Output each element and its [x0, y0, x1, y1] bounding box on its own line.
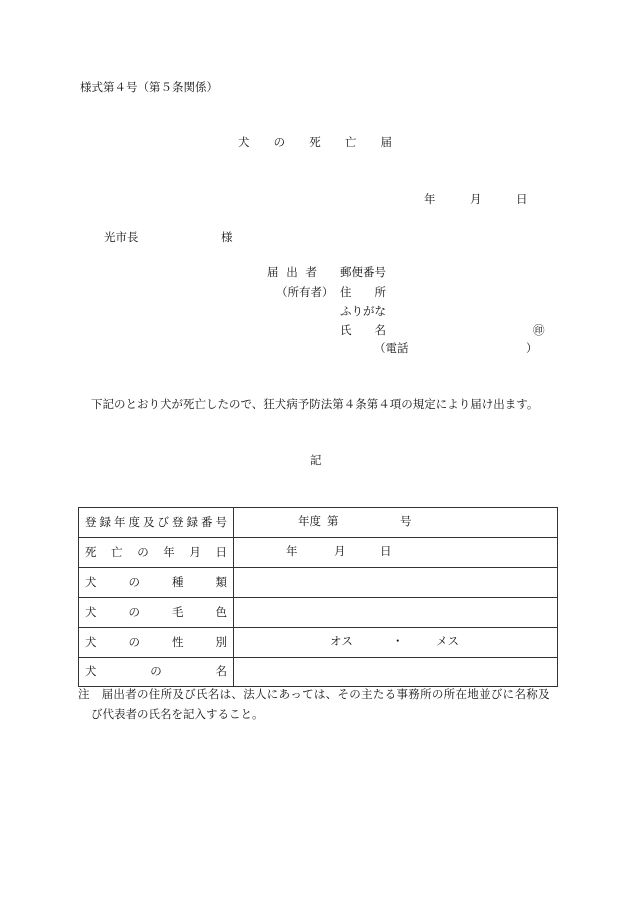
label-char: 登 — [172, 516, 184, 529]
table-row — [79, 598, 557, 628]
table-row — [79, 628, 557, 658]
label-char: 日 — [215, 546, 227, 559]
postal-code-label: 郵便番号 — [340, 267, 386, 279]
furigana-label: ふりがな — [340, 306, 386, 318]
death-year-label: 年 — [286, 546, 298, 558]
death-day-label: 日 — [380, 546, 392, 558]
ki-heading: 記 — [310, 455, 322, 467]
address-label — [340, 286, 386, 300]
label-char: 年 — [114, 516, 126, 529]
label-char: 録 — [186, 516, 198, 529]
label-char: 毛 — [172, 606, 184, 619]
breed-value-cell — [234, 568, 557, 597]
label-char: 号 — [215, 516, 227, 529]
coat-color-label — [85, 606, 227, 620]
label-char: 犬 — [238, 137, 250, 149]
registration-dai-label: 第 — [327, 516, 339, 528]
dog-name-value-cell — [234, 658, 557, 686]
phone-label-close: ） — [526, 343, 538, 355]
label-char: の — [128, 576, 140, 589]
seal-mark: ㊞ — [533, 325, 545, 337]
note-line-1: 注 届出者の住所及び氏名は、法人にあっては、その主たる事務所の所在地並びに名称及 — [78, 689, 550, 701]
date-year-label: 年 — [424, 194, 436, 206]
note-line-2: び代表者の氏名を記入すること。 — [91, 709, 264, 721]
form-title — [238, 136, 392, 150]
label-char: 録 — [99, 516, 111, 529]
label-char: 月 — [189, 546, 201, 559]
label-char: 届 — [267, 267, 279, 279]
row-label-cell — [79, 568, 234, 597]
name-label — [340, 324, 386, 338]
label-char: 年 — [163, 546, 175, 559]
registration-value-cell — [234, 508, 557, 537]
label-char: 登 — [85, 516, 97, 529]
notifier-label — [267, 266, 317, 280]
sex-male-option: オス — [330, 636, 353, 648]
death-date-value-cell — [234, 538, 557, 567]
label-char: 度 — [128, 516, 140, 529]
label-char: 所 — [374, 287, 386, 299]
label-char: 名 — [215, 666, 227, 678]
label-char: 出 — [286, 267, 298, 279]
row-label-cell — [79, 658, 234, 686]
form-number-label: 様式第４号（第５条関係） — [80, 82, 218, 94]
label-char: 色 — [215, 606, 227, 619]
date-month-label: 月 — [470, 194, 482, 206]
dog-name-label — [85, 665, 227, 679]
statement-text: 下記のとおり犬が死亡したので、狂犬病予防法第４条第４項の規定により届け出ます。 — [91, 399, 539, 411]
label-char: 番 — [201, 516, 213, 529]
death-month-label: 月 — [334, 546, 346, 558]
registration-label — [85, 516, 227, 530]
label-char: 別 — [215, 636, 227, 649]
table-row — [79, 658, 557, 686]
label-char: 氏 — [340, 325, 352, 337]
label-char: の — [137, 546, 149, 559]
registration-year-label: 年度 — [298, 516, 321, 528]
table-row — [79, 568, 557, 598]
label-char: 犬 — [85, 636, 97, 649]
label-char: 住 — [340, 287, 352, 299]
label-char: 届 — [380, 137, 392, 149]
death-date-label — [85, 546, 227, 560]
label-char: 犬 — [85, 606, 97, 619]
label-char: の — [128, 606, 140, 619]
row-label-cell — [79, 598, 234, 627]
row-label-cell — [79, 628, 234, 657]
label-char: 名 — [374, 325, 386, 337]
row-label-cell — [79, 538, 234, 567]
label-char: 類 — [215, 576, 227, 589]
label-char: の — [150, 666, 162, 678]
label-char: 亡 — [111, 546, 123, 559]
registration-number-label: 号 — [400, 516, 412, 528]
label-char: の — [273, 137, 286, 149]
label-char: 者 — [305, 267, 317, 279]
sex-separator: ・ — [392, 636, 404, 648]
table-row — [79, 508, 557, 538]
breed-label — [85, 576, 227, 590]
notifier-sub-label: （所有者） — [276, 287, 334, 299]
label-char: 性 — [172, 636, 184, 649]
label-char: 死 — [85, 546, 97, 559]
sex-value-cell — [234, 628, 557, 657]
label-char: 種 — [172, 576, 184, 589]
label-char: 犬 — [85, 576, 97, 589]
label-char: 犬 — [85, 666, 97, 678]
table-row — [79, 538, 557, 568]
label-char: 及 — [143, 516, 155, 529]
label-char: 死 — [309, 137, 321, 149]
details-table — [78, 507, 558, 687]
addressee-name: 光市長 — [104, 232, 139, 244]
phone-label-open: （電話 — [374, 343, 409, 355]
sex-female-option: メス — [436, 636, 459, 648]
label-char: び — [157, 516, 169, 529]
coat-color-value-cell — [234, 598, 557, 627]
date-day-label: 日 — [516, 194, 528, 206]
sex-label — [85, 636, 227, 650]
addressee-honorific: 様 — [221, 232, 233, 244]
row-label-cell — [79, 508, 234, 537]
label-char: 亡 — [344, 137, 357, 149]
label-char: の — [128, 636, 140, 649]
